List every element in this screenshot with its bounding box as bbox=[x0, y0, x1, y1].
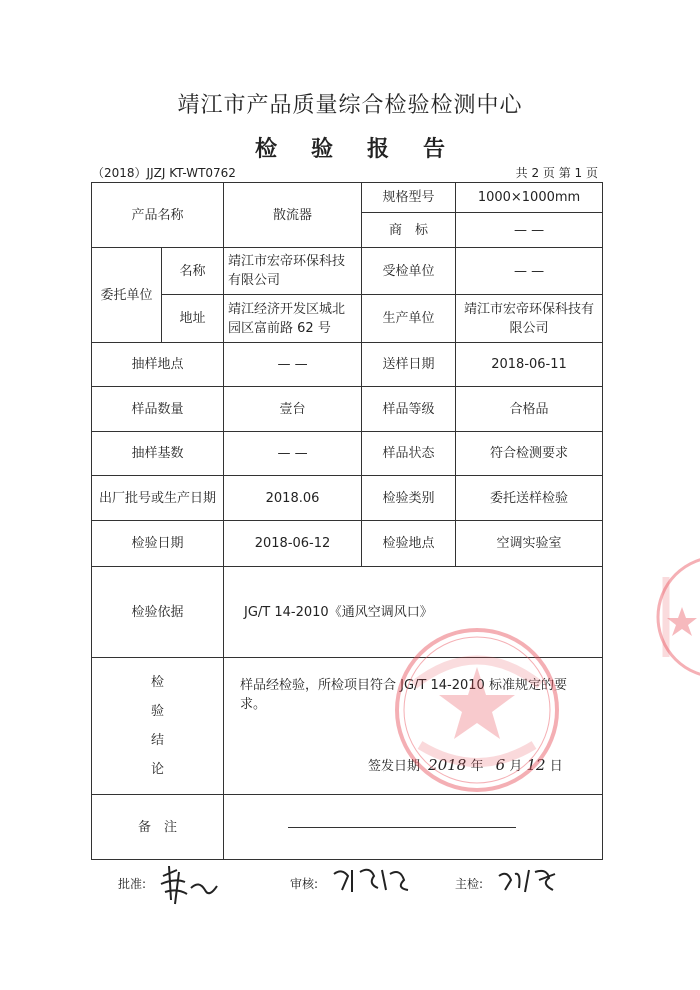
conclusion-cell bbox=[224, 658, 603, 795]
model-value: 1000×1000mm bbox=[456, 183, 603, 213]
product-name-value: 散流器 bbox=[224, 183, 362, 248]
batch-label: 出厂批号或生产日期 bbox=[92, 476, 224, 521]
insp-place-label: 检验地点 bbox=[362, 521, 456, 567]
delivery-date-value: 2018-06-11 bbox=[456, 343, 603, 387]
inspector-label: 主检: bbox=[455, 877, 484, 891]
sample-grade-value: 合格品 bbox=[456, 387, 603, 432]
partial-seal-icon bbox=[652, 552, 700, 682]
inspected-unit-label: 受检单位 bbox=[362, 248, 456, 295]
product-name-label: 产品名称 bbox=[92, 183, 224, 248]
report-title: 检验报告 bbox=[254, 137, 479, 162]
remark-line bbox=[288, 827, 516, 828]
insp-date-label: 检验日期 bbox=[92, 521, 224, 567]
review-label: 审核: bbox=[290, 877, 319, 891]
sample-state-value: 符合检测要求 bbox=[456, 432, 603, 476]
basis-value: JG/T 14-2010《通风空调风口》 bbox=[224, 567, 603, 658]
sampling-base-label: 抽样基数 bbox=[92, 432, 224, 476]
inspected-unit-value: — — bbox=[456, 248, 603, 295]
remark-value bbox=[224, 795, 603, 860]
issue-year: 2018 bbox=[428, 756, 467, 774]
insp-type-value: 委托送样检验 bbox=[456, 476, 603, 521]
manufacturer-value: 靖江市宏帝环保科技有限公司 bbox=[456, 295, 603, 343]
conclusion-label: 检 验 结 论 bbox=[92, 658, 224, 795]
insp-place-value: 空调实验室 bbox=[456, 521, 603, 567]
approve-label: 批准: bbox=[118, 877, 147, 891]
client-name-label: 名称 bbox=[162, 248, 224, 295]
inspector-signature-icon bbox=[495, 862, 561, 896]
client-label: 委托单位 bbox=[92, 248, 162, 343]
model-label: 规格型号 bbox=[362, 183, 456, 213]
sample-grade-label: 样品等级 bbox=[362, 387, 456, 432]
trademark-label: 商 标 bbox=[362, 213, 456, 248]
sample-state-label: 样品状态 bbox=[362, 432, 456, 476]
conclusion-text: 样品经检验，所检项目符合 JG/T 14-2010 标准规定的要求。 bbox=[240, 678, 567, 712]
page-count: 共 2 页 第 1 页 bbox=[515, 166, 598, 180]
sampling-site-value: — — bbox=[224, 343, 362, 387]
issue-day: 12 bbox=[526, 756, 546, 774]
basis-label: 检验依据 bbox=[92, 567, 224, 658]
batch-value: 2018.06 bbox=[224, 476, 362, 521]
insp-type-label: 检验类别 bbox=[362, 476, 456, 521]
delivery-date-label: 送样日期 bbox=[362, 343, 456, 387]
report-number: （2018）JJZJ KT-WT0762 bbox=[92, 166, 236, 180]
sampling-base-value: — — bbox=[224, 432, 362, 476]
address-label: 地址 bbox=[162, 295, 224, 343]
trademark-value: — — bbox=[456, 213, 603, 248]
client-name-value: 靖江市宏帝环保科技有限公司 bbox=[224, 248, 362, 295]
insp-date-value: 2018-06-12 bbox=[224, 521, 362, 567]
address-value: 靖江经济开发区城北园区富前路 62 号 bbox=[224, 295, 362, 343]
sampling-site-label: 抽样地点 bbox=[92, 343, 224, 387]
issue-month: 6 bbox=[495, 756, 506, 774]
report-form bbox=[91, 182, 603, 860]
sample-qty-value: 壹台 bbox=[224, 387, 362, 432]
approver-signature-icon bbox=[155, 858, 225, 910]
sample-qty-label: 样品数量 bbox=[92, 387, 224, 432]
reviewer-signature-icon bbox=[330, 862, 412, 896]
issue-date: 签发日期 2018 年 6 月 12 日 bbox=[368, 756, 563, 774]
org-title: 靖江市产品质量综合检验检测中心 bbox=[177, 93, 523, 118]
manufacturer-label: 生产单位 bbox=[362, 295, 456, 343]
remark-label: 备 注 bbox=[92, 795, 224, 860]
